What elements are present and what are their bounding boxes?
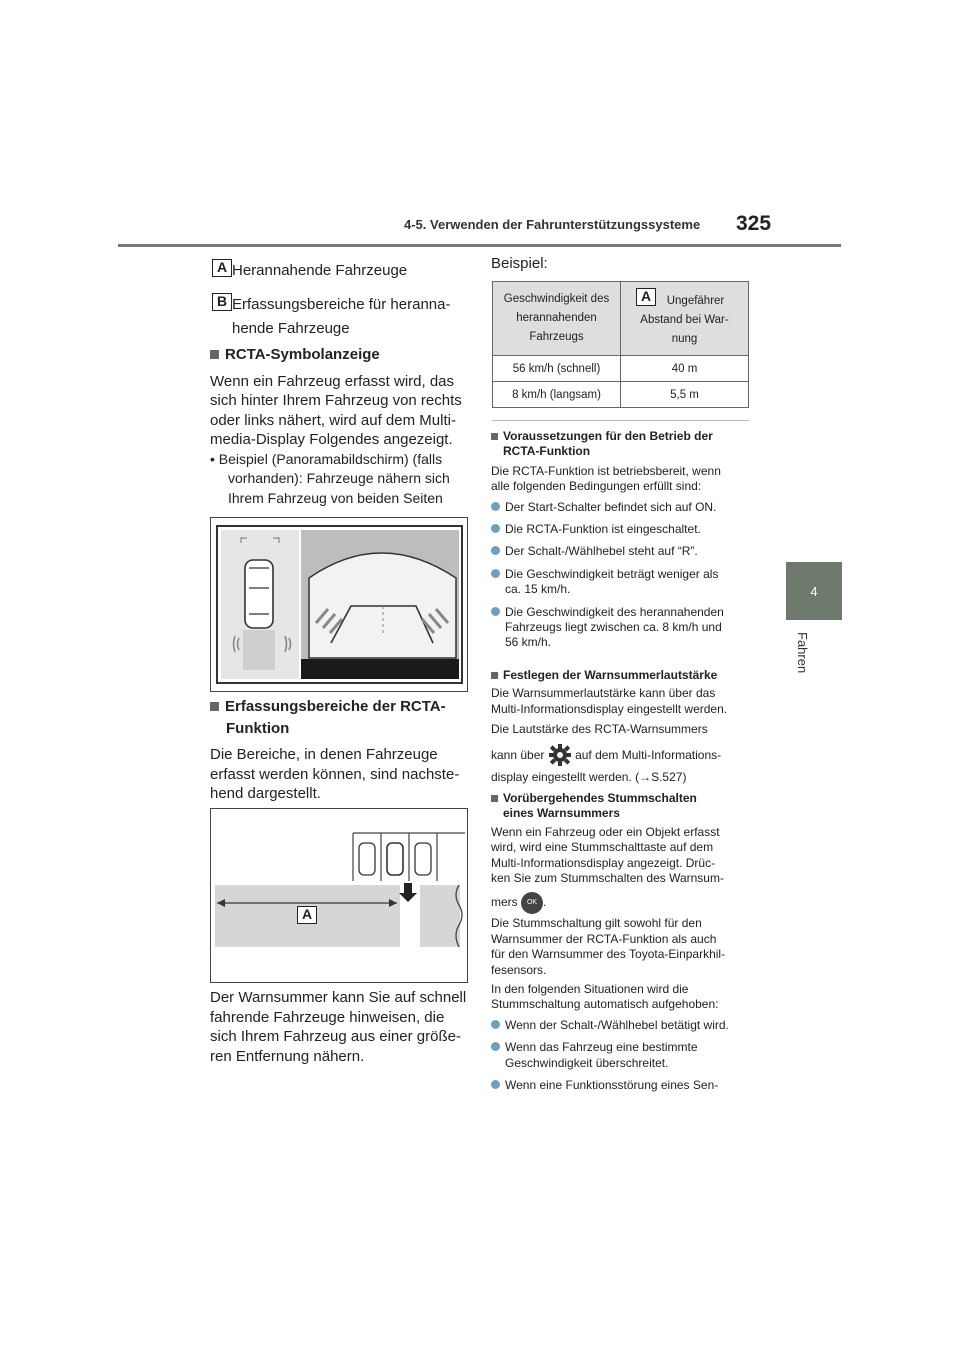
warning-line: sich Ihrem Fahrzeug aus einer größe- <box>210 1028 461 1045</box>
areas-heading-1: Erfassungsbereiche der RCTA- <box>210 697 470 717</box>
square-bullet-icon <box>210 702 219 711</box>
table-cell: 5,5 m <box>621 382 749 408</box>
distance-column-header: A Ungefährer Abstand bei War- nung <box>621 282 749 356</box>
letter-box-a: A <box>636 288 656 306</box>
list-item: Die Geschwindigkeit beträgt weniger als <box>491 567 756 582</box>
table-row <box>493 382 749 408</box>
mute-line: Multi-Informationsdisplay angezeigt. Drüc- <box>491 855 716 870</box>
symbol-line: sich hinter Ihrem Fahrzeug von rechts <box>210 392 462 409</box>
mute-line: ken Sie zum Stummschalten des Warnsum- <box>491 871 724 886</box>
square-bullet-icon <box>491 433 498 440</box>
square-bullet-icon <box>491 795 498 802</box>
prereq-intro: alle folgenden Bedingungen erfüllt sind: <box>491 479 702 494</box>
list-item: Der Start-Schalter befindet sich auf ON. <box>491 500 756 515</box>
bullet-icon <box>491 607 500 616</box>
volume-line: Die Lautstärke des RCTA-Warnsummers <box>491 722 708 737</box>
list-item: Die Geschwindigkeit des herannahenden <box>491 605 756 620</box>
chapter-label: Fahren <box>795 632 810 674</box>
table-row <box>493 356 749 382</box>
list-item-cont: ca. 15 km/h. <box>505 582 571 597</box>
chapter-tab <box>786 562 842 620</box>
table-cell: 56 km/h (schnell) <box>493 356 621 382</box>
legend-text-b1: Erfassungsbereiche für heranna- <box>232 296 451 313</box>
prereq-intro: Die RCTA-Funktion ist betriebsbereit, wenn <box>491 463 721 478</box>
prereq-heading-1: Voraussetzungen für den Betrieb der <box>491 429 756 444</box>
legend-item-a <box>210 260 470 282</box>
section-title: 4-5. Verwenden der Fahrunterstützungssysteme <box>404 217 701 232</box>
warning-paragraph <box>210 988 470 1066</box>
table-cell: 40 m <box>621 356 749 382</box>
mute-line: mers OK . <box>491 888 756 916</box>
mute-line: Die Stummschaltung gilt sowohl für den <box>491 916 702 931</box>
square-bullet-icon <box>491 672 498 679</box>
legend-text-a: Herannahende Fahrzeuge <box>232 262 408 279</box>
prereq-section <box>491 429 756 651</box>
example-label: Beispiel: <box>491 255 548 272</box>
panoramic-screen-figure <box>210 517 468 692</box>
list-item-cont: Geschwindigkeit überschreitet. <box>505 1055 669 1070</box>
mute-line: wird, wird eine Stummschalttaste auf dem <box>491 840 714 855</box>
mute-line: Wenn ein Fahrzeug oder ein Objekt erfasst <box>491 824 720 839</box>
volume-section <box>491 668 756 785</box>
speed-column-header: Geschwindigkeit des herannahenden Fahrzeugs <box>493 282 621 356</box>
ok-button-icon: OK <box>521 892 543 914</box>
detection-area-illustration <box>211 809 467 982</box>
symbol-line: oder links nähert, wird auf dem Multi- <box>210 411 456 429</box>
areas-line: hend dargestellt. <box>210 785 321 802</box>
mute-section <box>491 791 756 1094</box>
symbol-line: Wenn ein Fahrzeug erfasst wird, das <box>210 372 455 390</box>
example-bullet-line: Ihrem Fahrzeug von beiden Seiten <box>228 489 443 506</box>
list-item: Wenn eine Funktionsstörung eines Sen- <box>491 1078 756 1093</box>
warning-line: fahrende Fahrzeuge hinweisen, die <box>210 1008 445 1026</box>
legend <box>210 259 470 337</box>
volume-heading: Festlegen der Warnsummerlautstärke <box>491 668 756 683</box>
bullet-icon <box>491 569 500 578</box>
symbol-section <box>210 345 470 508</box>
list-item: Wenn der Schalt-/Wählhebel betätigt wird. <box>491 1018 756 1033</box>
symbol-line: media-Display Folgendes angezeigt. <box>210 431 453 448</box>
table-cell: 8 km/h (langsam) <box>493 382 621 408</box>
volume-line: Multi-Informationsdisplay eingestellt werden. <box>491 701 728 716</box>
table-header-row <box>493 282 749 356</box>
areas-section <box>210 697 470 804</box>
areas-line: Die Bereiche, in denen Fahrzeuge <box>210 746 438 763</box>
bullet-icon <box>491 1080 500 1089</box>
legend-text-b2: hende Fahrzeuge <box>232 320 350 337</box>
example-bullet-line: • Beispiel (Panoramabildschirm) (falls <box>210 450 443 467</box>
mute-line: Stummschaltung automatisch aufgehoben: <box>491 997 719 1012</box>
list-item: Wenn das Fahrzeug eine bestimmte <box>491 1040 756 1055</box>
page-number: 325 <box>736 212 772 235</box>
mute-line: fesensors. <box>491 962 547 977</box>
bullet-icon <box>491 1042 500 1051</box>
letter-box-a: A <box>212 259 232 277</box>
prereq-heading-2: RCTA-Funktion <box>503 444 591 459</box>
gear-icon <box>548 743 572 767</box>
square-bullet-icon <box>210 350 219 359</box>
mute-heading-1: Vorübergehendes Stummschalten <box>491 791 756 806</box>
panoramic-screen-illustration <box>211 518 467 691</box>
list-item-cont: 56 km/h. <box>505 635 552 650</box>
mute-line: Warnsummer der RCTA-Funktion als auch <box>491 931 717 946</box>
detection-area-figure <box>210 808 468 983</box>
letter-box-a: A <box>297 906 317 924</box>
list-item: Der Schalt-/Wählhebel steht auf “R”. <box>491 544 756 559</box>
bullet-icon <box>491 546 500 555</box>
list-item: Die RCTA-Funktion ist eingeschaltet. <box>491 522 756 537</box>
mute-line: für den Warnsummer des Toyota-Einparkhil- <box>491 947 726 962</box>
areas-line: erfasst werden können, sind nachste- <box>210 765 460 783</box>
letter-box-b: B <box>212 293 232 311</box>
bullet-icon <box>491 502 500 511</box>
volume-line: Die Warnsummerlautstärke kann über das <box>491 686 716 701</box>
volume-line: display eingestellt werden. (→S.527) <box>491 769 687 784</box>
warning-line: ren Entfernung nähern. <box>210 1047 365 1065</box>
volume-line: kann über auf dem Multi-Informations- <box>491 740 756 770</box>
warning-line: Der Warnsummer kann Sie auf schnell <box>210 989 467 1006</box>
mute-line: In den folgenden Situationen wird die <box>491 982 689 997</box>
chapter-number: 4 <box>810 584 818 599</box>
symbol-heading: RCTA-Symbolanzeige <box>210 345 470 365</box>
bullet-icon <box>491 524 500 533</box>
areas-heading-2: Funktion <box>226 719 290 737</box>
example-bullet-line: vorhanden): Fahrzeuge nähern sich <box>228 470 450 486</box>
distance-table <box>492 281 749 408</box>
section-divider <box>492 420 749 421</box>
header-divider <box>118 244 841 247</box>
bullet-icon <box>491 1020 500 1029</box>
mute-heading-2: eines Warnsummers <box>503 806 620 821</box>
list-item-cont: Fahrzeugs liegt zwischen ca. 8 km/h und <box>505 620 722 635</box>
